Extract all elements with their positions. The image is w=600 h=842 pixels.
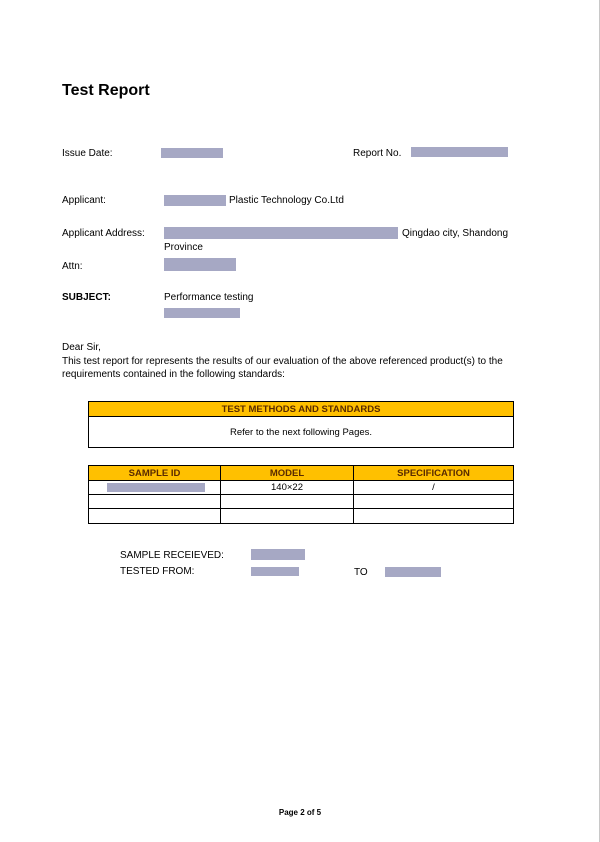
- specification-header: SPECIFICATION: [354, 466, 514, 481]
- standards-header: TEST METHODS AND STANDARDS: [89, 402, 514, 417]
- sample-id-cell: [89, 481, 221, 495]
- tested-from-redacted: [251, 567, 299, 576]
- sample-id-redacted: [107, 483, 205, 492]
- to-label: TO: [354, 567, 368, 578]
- attn-redacted: [164, 258, 236, 271]
- table-row: [89, 495, 514, 509]
- model-header: MODEL: [221, 466, 354, 481]
- table-row: [89, 481, 514, 495]
- table-cell: [89, 495, 221, 509]
- address-value: Qingdao city, Shandong: [402, 228, 509, 239]
- subject-detail-redacted: [164, 308, 240, 318]
- page-number: Page 2 of 5: [278, 808, 322, 817]
- applicant-label: Applicant:: [62, 195, 106, 206]
- table-row: [89, 509, 514, 524]
- issue-date-redacted: [161, 148, 223, 158]
- sample-id-header: SAMPLE ID: [89, 466, 221, 481]
- attn-label: Attn:: [62, 261, 83, 272]
- tested-from-label: TESTED FROM:: [120, 566, 195, 577]
- standards-table: [88, 401, 514, 448]
- table-cell: [354, 509, 514, 524]
- table-cell: [221, 509, 354, 524]
- applicant-name-redacted: [164, 195, 226, 206]
- sample-received-redacted: [251, 549, 305, 560]
- subject-value: Performance testing: [164, 292, 254, 303]
- address-value-line2: Province: [164, 242, 203, 253]
- standards-body: Refer to the next following Pages.: [89, 417, 514, 448]
- letter-line-1: This test report for represents the results of our evaluation of the above referenced product(s) to the: [62, 356, 503, 367]
- letter-line-2: requirements contained in the following standards:: [62, 369, 285, 380]
- subject-label: SUBJECT:: [62, 292, 111, 303]
- model-cell: 140×22: [221, 481, 354, 495]
- applicant-value: Plastic Technology Co.Ltd: [229, 195, 344, 206]
- page-title: Test Report: [62, 82, 150, 99]
- table-cell: [89, 509, 221, 524]
- salutation: Dear Sir,: [62, 342, 101, 353]
- table-cell: [221, 495, 354, 509]
- address-label: Applicant Address:: [62, 228, 145, 239]
- tested-to-redacted: [385, 567, 441, 577]
- specification-cell: /: [354, 481, 514, 495]
- issue-date-label: Issue Date:: [62, 148, 113, 159]
- report-no-label: Report No.: [353, 148, 402, 159]
- report-no-redacted: [411, 147, 508, 157]
- address-redacted: [164, 227, 398, 239]
- sample-received-label: SAMPLE RECEIEVED:: [120, 550, 224, 561]
- sample-table: [88, 465, 514, 524]
- table-cell: [354, 495, 514, 509]
